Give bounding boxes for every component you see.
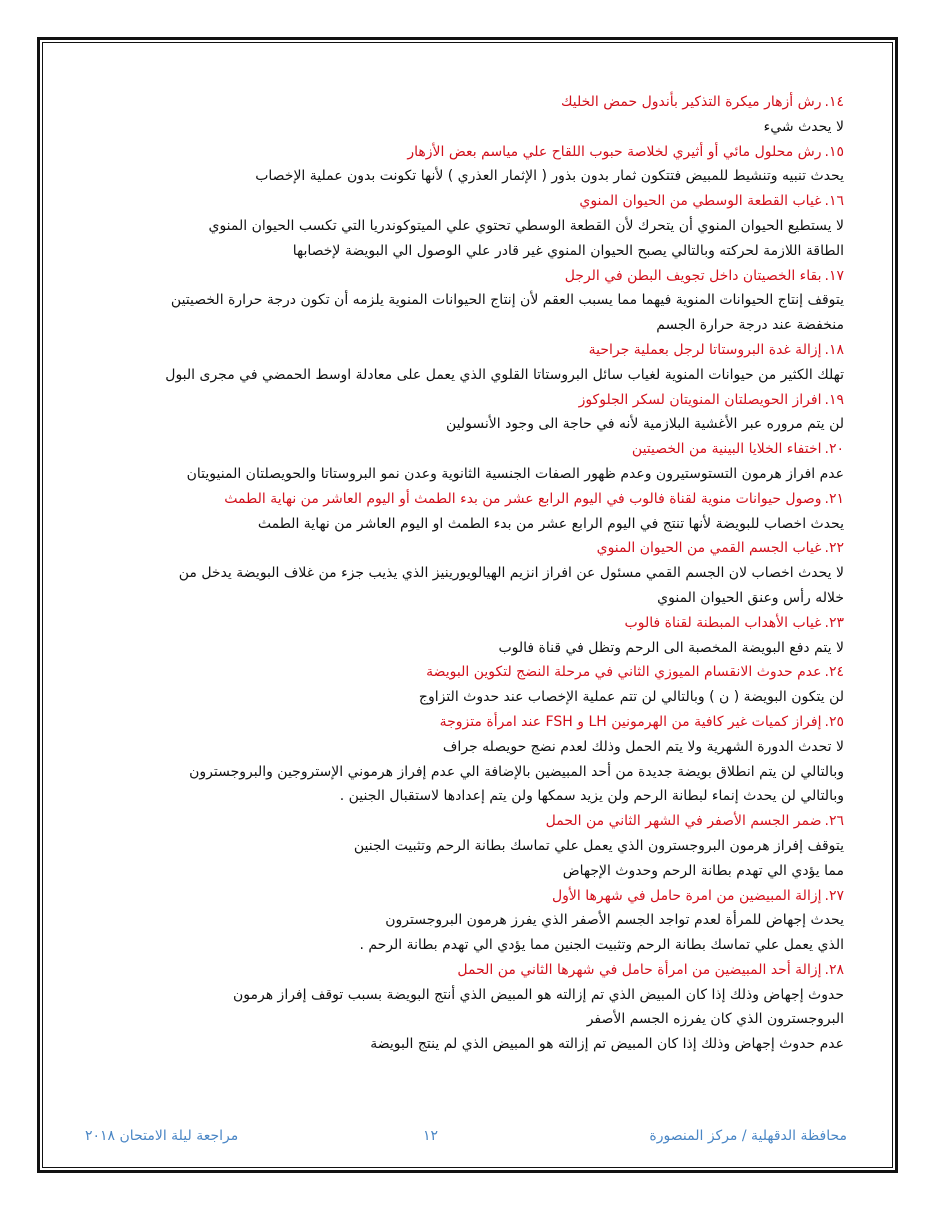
item-answer-line: تهلك الكثير من حيوانات المنوية لغياب سائل البروستاتا القلوي الذي يعمل على معادلة اوسط الحمضي في مجرى البول [165,366,844,383]
item-number: ١٥. [824,143,844,160]
list-item [70,388,844,438]
footer-title: مراجعة ليلة الامتحان ٢٠١٨ [85,1128,239,1144]
item-title: إزالة أحد المبيضين من امرأة حامل في شهرها الثاني من الحمل [457,961,822,978]
item-answer-line: خلاله رأس وعنق الحيوان المنوي [657,589,844,606]
item-answer-line: وبالتالي لن يتم انطلاق بويضة جديدة من أحد المبيضين بالإضافة الي عدم إفراز هرموني الإستروجين والبروجسترون [189,763,844,780]
item-number: ١٩. [824,391,844,408]
page-number: ١٢ [423,1128,439,1144]
item-number: ١٧. [824,267,844,284]
item-heading [70,388,844,413]
item-title: افراز الحويصلتان المنويتان لسكر الجلوكوز [578,391,822,408]
item-answer-line: الطاقة اللازمة لحركته وبالتالي يصبح الحيوان المنوي غير قادر علي الوصول الي البويضة لإخصابها [292,242,844,259]
item-answer-line: البروجسترون الذي كان يفرزه الجسم الأصفر [586,1011,844,1028]
item-number: ٢٢. [824,540,844,557]
list-item [70,660,844,710]
item-title: عدم حدوث الانقسام الميوزي الثاني في مرحلة النضج لتكوين البويضة [426,664,822,681]
item-answer-line: لا يتم دفع البويضة المخصبة الى الرحم وتظل في قناة فالوب [498,639,844,656]
item-heading [70,140,844,165]
item-number: ٢٤. [824,664,844,681]
item-answer-line: الذي يعمل علي تماسك بطانة الرحم وتثبيت الجنين مما يؤدي الي تهدم بطانة الرحم . [359,937,844,954]
item-answer-line: لا يحدث شيء [763,118,844,135]
item-number: ١٤. [824,94,844,110]
list-item [70,189,844,263]
item-answer-line: مما يؤدي الي تهدم بطانة الرحم وحدوث الإجهاض [562,862,844,879]
list-item [70,437,844,487]
document-body [70,90,844,1057]
item-answer-line: عدم افراز هرمون التستوستيرون وعدم ظهور الصفات الجنسية الثانوية وعدن نمو البروستاتا والحويصلتان المنيويتان [186,465,844,482]
list-item [70,264,844,338]
item-heading [70,437,844,462]
item-number: ٢٥. [824,713,844,730]
list-item [70,958,844,1057]
item-number: ١٦. [824,193,844,210]
item-title: إزالة المبيضين من امرة حامل في شهرها الأول [551,887,822,904]
item-answer-line: لن يتم مروره عبر الأغشية البلازمية لأنه في حاجة الى وجود الأنسولين [445,416,844,433]
item-number: ٢٠. [824,441,844,458]
item-answer-line: يحدث إجهاض للمرأة لعدم تواجد الجسم الأصفر الذي يفرز هرمون البروجسترون [385,912,844,929]
item-answer-line: وبالتالي لن يحدث إنماء لبطانة الرحم ولن يزيد سمكها ولن يتم إعدادها لاستقبال الجنين . [339,788,844,805]
footer-location: محافظة الدقهلية / مركز المنصورة [649,1128,847,1144]
item-heading [70,487,844,512]
list-item [70,487,844,537]
list-item [70,140,844,190]
item-answer-line: لا يحدث اخصاب لان الجسم القمي مسئول عن افراز انزيم الهيالويورينيز الذي يذيب جزء من غلاف البويضة يدخل من [178,565,844,582]
page-footer [85,1128,847,1152]
item-title: بقاء الخصيتان داخل تجويف البطن في الرجل [564,267,822,284]
item-number: ٢٦. [824,813,844,830]
item-heading [70,189,844,214]
item-answer-line: حدوث إجهاض وذلك إذا كان المبيض الذي تم إزالته هو المبيض الذي أنتج البويضة بسبب توقف إفراز هرمون [232,986,844,1003]
item-title: ضمر الجسم الأصفر في الشهر الثاني من الحمل [545,813,822,830]
item-answer-line: يحدث اخصاب للبويضة لأنها تنتج في اليوم الرابع عشر من بدء الطمث او اليوم العاشر من نهاية الطمث [257,515,844,532]
item-answer-line: يتوقف إفراز هرمون البروجسترون الذي يعمل علي تماسك بطانة الرحم وتثبيت الجنين [353,837,844,854]
item-heading [70,660,844,685]
item-heading [70,884,844,909]
item-answer-line: يحدث تنبيه وتنشيط للمبيض فتتكون ثمار بدون بذور ( الإثمار العذري ) لأنها تكونت بدون عملية الإخصاب [255,168,844,185]
item-title: وصول حيوانات منوية لقناة فالوب في اليوم الرابع عشر من بدء الطمث أو اليوم العاشر من نهاية الطمث [224,490,822,507]
item-answer-line: يتوقف إنتاج الحيوانات المنوية فيهما مما يسبب العقم لأن إنتاج الحيوانات المنوية يلزمه أن تكون درجة حرارة الخصيتين [170,292,844,309]
item-title: غياب الجسم القمي من الحيوان المنوي [596,540,822,557]
item-number: ٢٣. [824,614,844,631]
item-answer-line: منخفضة عند درجة حرارة الجسم [656,317,844,334]
item-title: رش أزهار ميكرة التذكير بأندول حمض الخليك [560,94,822,110]
item-answer-line: عدم حدوث إجهاض وذلك إذا كان المبيض تم إزالته هو المبيض الذي لم ينتج البويضة [370,1036,844,1053]
list-item [70,710,844,809]
item-title: إزالة غدة البروستاتا لرجل بعملية جراحية [588,341,822,358]
item-title: إفراز كميات غير كافية من الهرمونين LH و FSH عند امرأة متزوجة [439,713,822,730]
list-item [70,611,844,661]
item-answer-line: لا يستطيع الحيوان المنوي أن يتحرك لأن القطعة الوسطي تحتوي علي الميتوكوندريا التي تكسب الحيوان المنوي [208,217,844,234]
list-item [70,536,844,610]
item-title: اختفاء الخلايا البينية من الخصيتين [631,441,822,458]
item-number: ٢٧. [824,887,844,904]
item-title: غياب القطعة الوسطي من الحيوان المنوي [579,193,822,210]
list-item [70,90,844,140]
item-heading [70,536,844,561]
item-number: ١٨. [824,341,844,358]
list-item [70,884,844,958]
list-item [70,338,844,388]
item-heading [70,90,844,115]
item-answer-line: لا تحدث الدورة الشهرية ولا يتم الحمل وذلك لعدم نضج حويصله جراف [442,738,844,755]
item-number: ٢١. [824,490,844,507]
item-answer-line: لن يتكون البويضة ( ن ) وبالتالي لن تتم عملية الإخصاب عند حدوث التزاوج [418,689,844,706]
item-number: ٢٨. [824,961,844,978]
item-heading [70,264,844,289]
item-heading [70,809,844,834]
list-item [70,809,844,883]
item-heading [70,611,844,636]
item-heading [70,338,844,363]
item-title: رش محلول مائي أو أثيري لخلاصة حبوب اللقاح علي مياسم بعض الأزهار [407,143,822,160]
item-title: غياب الأهداب المبطنة لقناة فالوب [624,614,822,631]
item-heading [70,958,844,983]
item-heading [70,710,844,735]
